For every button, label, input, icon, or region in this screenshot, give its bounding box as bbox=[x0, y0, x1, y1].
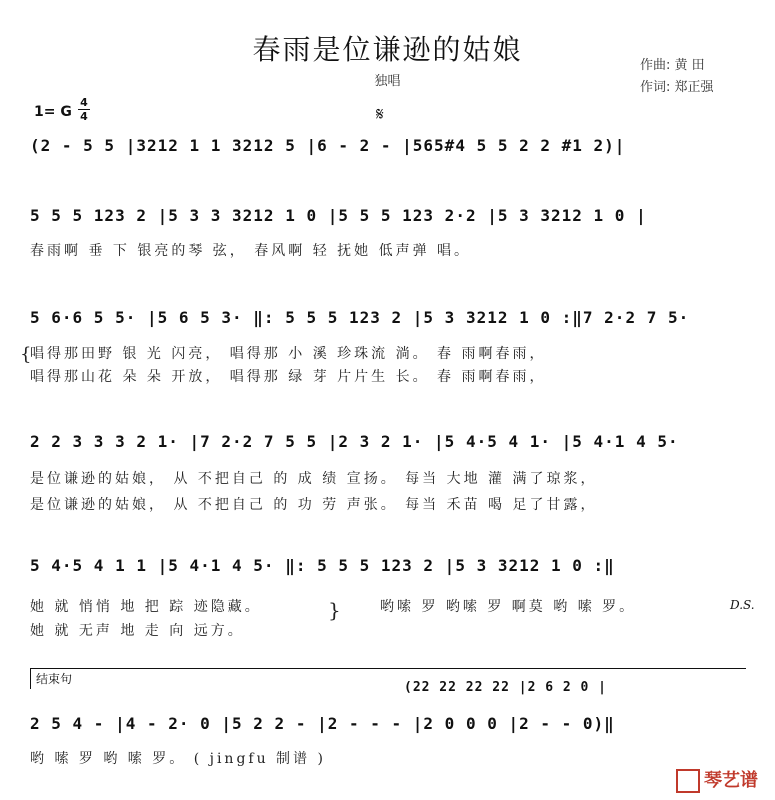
staff-line-6: 2 5 4 - |4 - 2· 0 |5 2 2 - |2 - - - |2 0 0 0 |2 - - 0)‖ bbox=[30, 714, 615, 733]
logo-text: 琴艺谱 bbox=[704, 770, 758, 791]
meter-bottom: 4 bbox=[78, 109, 90, 123]
lyricist-credit: 作词: 郑正强 bbox=[640, 80, 714, 95]
verse-brace-close-icon: } bbox=[328, 598, 344, 622]
lyric-line-3-verse-1: 唱得那田野 银 光 闪亮， 唱得那 小 溪 珍珠流 淌。 春 雨啊春雨， bbox=[30, 346, 547, 362]
composer-credit: 作曲: 黄 田 bbox=[640, 58, 705, 73]
site-logo bbox=[676, 766, 758, 793]
performance-type: 独唱 bbox=[374, 74, 401, 89]
staff-line-5: 5 4·5 4 1 1 |5 4·1 4 5· ‖: 5 5 5 123 2 |5 3 3212 1 0 :‖ bbox=[30, 556, 615, 575]
staff-line-2: 5 5 5 123 2 |5 3 3 3212 1 0 |5 5 5 123 2·2 |5 3 3212 1 0 | bbox=[30, 206, 647, 225]
logo-mark-icon bbox=[676, 769, 700, 793]
dal-segno-mark: D.S. bbox=[730, 598, 755, 612]
lyric-line-5-verse-1: 她 就 悄悄 地 把 踪 迹隐藏。 bbox=[30, 599, 262, 615]
coda-bracket bbox=[30, 668, 746, 689]
meter-top: 4 bbox=[80, 96, 88, 109]
song-title: 春雨是位谦逊的姑娘 bbox=[252, 33, 523, 66]
time-signature bbox=[78, 96, 90, 123]
lyric-line-2: 春雨啊 垂 下 银亮的琴 弦， 春风啊 轻 抚她 低声弹 唱。 bbox=[30, 243, 472, 259]
segno-icon: 𝄋 bbox=[376, 104, 384, 125]
key-signature: 1= G bbox=[34, 104, 72, 120]
lyric-line-4-verse-1: 是位谦逊的姑娘， 从 不把自己 的 成 绩 宣扬。 每当 大地 灌 满了琼浆， bbox=[30, 471, 598, 487]
verse-brace-icon: { bbox=[20, 344, 35, 365]
staff-line-6-upper: (22 22 22 22 |2 6 2 0 | bbox=[404, 680, 608, 695]
staff-line-4: 2 2 3 3 3 2 1· |7 2·2 7 5 5 |2 3 2 1· |5 4·5 4 1· |5 4·1 4 5· bbox=[30, 432, 679, 451]
staff-line-3: 5 6·6 5 5· |5 6 5 3· ‖: 5 5 5 123 2 |5 3 3212 1 0 :‖7 2·2 7 5· bbox=[30, 308, 690, 327]
staff-line-1: (2 - 5 5 |3212 1 1 3212 5 |6 - 2 - |565#4 5 5 2 2 #1 2)| bbox=[30, 136, 626, 155]
lyric-line-6: 哟 嗦 罗 哟 嗦 罗。 ( jingfu 制谱 ) bbox=[30, 751, 326, 767]
lyric-line-3-verse-2: 唱得那山花 朵 朵 开放， 唱得那 绿 芽 片片生 长。 春 雨啊春雨， bbox=[30, 369, 547, 385]
coda-label: 结束句 bbox=[36, 672, 73, 686]
lyric-line-4-verse-2: 是位谦逊的姑娘， 从 不把自己 的 功 劳 声张。 每当 禾苗 喝 足了甘露， bbox=[30, 497, 598, 513]
lyric-line-5-verse-2: 她 就 无声 地 走 向 远方。 bbox=[30, 623, 245, 639]
lyric-line-5-refrain: 哟嗦 罗 哟嗦 罗 啊莫 哟 嗦 罗。 bbox=[380, 599, 637, 615]
